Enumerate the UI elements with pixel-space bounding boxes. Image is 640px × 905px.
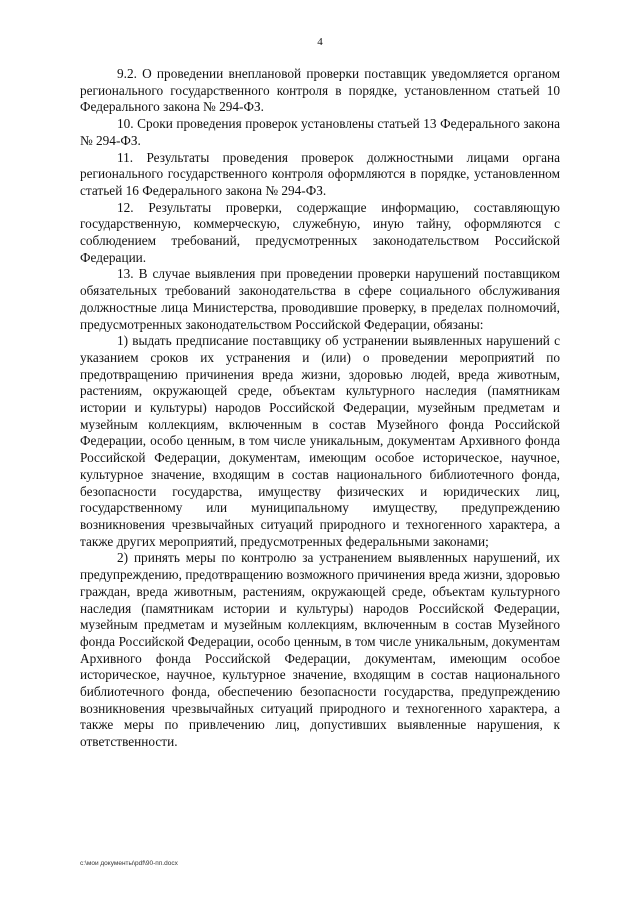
paragraph-13: 13. В случае выявления при проведении проверки нарушений поставщиком обязательных требований законодательства в сфере социального обслуживания должностные лица Министерства, проводившие проверку, в пределах полномочий, предусмотренных законодательством Российской Федерации, обязаны: [80,266,560,332]
paragraph-10: 10. Сроки проведения проверок установлены статьей 13 Федерального закона № 294-ФЗ. [80,116,560,148]
paragraph-12: 12. Результаты проверки, содержащие информацию, составляющую государственную, коммерческую, служебную, иную тайну, оформляются с соблюдением требований, предусмотренных законодательством Российской Федерации. [80,199,560,265]
paragraph-9-2: 9.2. О проведении внеплановой проверки поставщик уведомляется органом регионального государственного контроля в порядке, установленном статьей 10 Федерального закона № 294-ФЗ. [80,66,560,115]
paragraph-11: 11. Результаты проведения проверок должностными лицами органа регионального государственного контроля оформляются в порядке, установленном статьей 16 Федерального закона № 294-ФЗ. [80,149,560,198]
paragraph-13-item-2: 2) принять меры по контролю за устранением выявленных нарушений, их предупреждению, предотвращению возможного причинения вреда жизни, здоровью граждан, вреда животным, растениям, окружающей среде, объектам культурного наследия (памятникам истории и культуры) народов Российской Федерации, музейным предметам и музейным коллекциям, включенным в состав Музейного фонда Российской Федерации, особо ценным, в том числе уникальным, документам Архивного фонда Российской Федерации, документам, имеющим особое историческое, научное, культурное значение, входящим в состав национального библиотечного фонда, обеспечению безопасности государства, предупреждению возникновения чрезвычайных ситуаций природного и техногенного характера, а также меры по привлечению лиц, допустивших выявленные нарушения, к ответственности. [80,550,560,750]
page-number: 4 [317,36,323,48]
footer-file-path: c:\мои документы\pdf\90-пп.docx [80,860,178,867]
document-body [80,66,560,751]
paragraph-13-item-1: 1) выдать предписание поставщику об устранении выявленных нарушений с указанием сроков их устранения и (или) о проведении мероприятий по предотвращению причинения вреда жизни, здоровью людей, вреда животным, растениям, окружающей среде, объектам культурного наследия (памятникам истории и культуры) народов Российской Федерации, музейным предметам и музейным коллекциям, включенным в состав Музейного фонда Российской Федерации, особо ценным, в том числе уникальным, документам Архивного фонда Российской Федерации, документам, имеющим особое историческое, научное, культурное значение, входящим в состав национального библиотечного фонда, безопасности государства, имуществу физических и юридических лиц, государственному или муниципальному имуществу, предупреждению возникновения чрезвычайных ситуаций природного и техногенного характера, а также других мероприятий, предусмотренных федеральными законами; [80,333,560,549]
